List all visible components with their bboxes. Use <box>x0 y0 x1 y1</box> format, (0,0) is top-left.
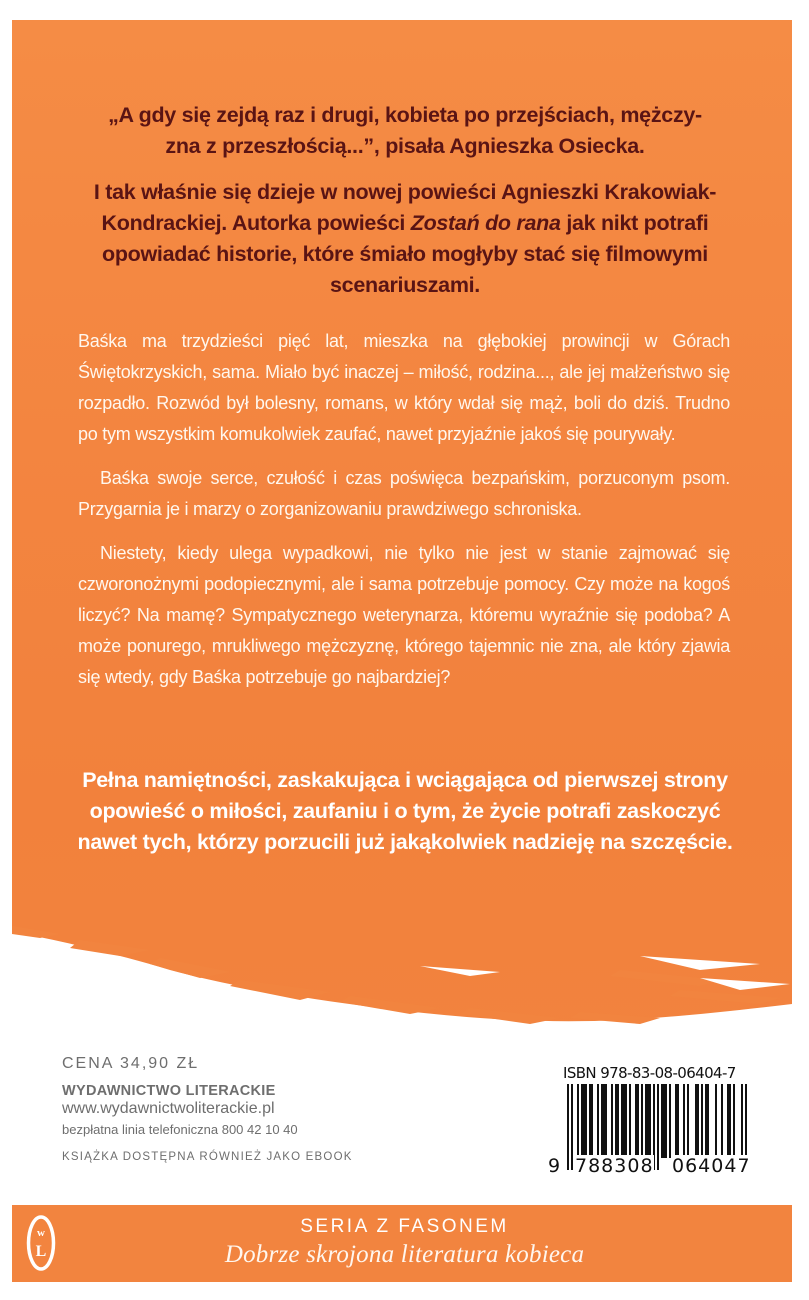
barcode-bar <box>733 1084 735 1158</box>
barcode-bar <box>657 1084 659 1170</box>
publisher-url[interactable]: www.wydawnictwoliterackie.pl <box>62 1100 275 1117</box>
barcode-bar <box>641 1084 643 1158</box>
barcode-bar <box>597 1084 599 1158</box>
isbn-label: ISBN 978-83-08-06404-7 <box>563 1064 736 1082</box>
publisher-phone: bezpłatna linia telefoniczna 800 42 10 40 <box>62 1122 298 1137</box>
svg-text:w: w <box>37 1227 45 1239</box>
book-title-reference: Zostań do rana <box>410 211 561 235</box>
barcode-bar <box>683 1084 685 1158</box>
series-subtitle: Dobrze skrojona literatura kobieca <box>224 1241 585 1268</box>
barcode-bar <box>715 1084 717 1158</box>
ean-left-digits: 788308 <box>575 1155 654 1177</box>
ean-right-digits: 064047 <box>672 1155 751 1177</box>
barcode-bar <box>589 1084 593 1158</box>
barcode-bar <box>701 1084 703 1158</box>
quote-line-2: zna z przeszłością...”, pisała Agnieszka Osiecka. <box>165 134 645 158</box>
brush-stroke-edge <box>0 900 809 1060</box>
barcode-bar <box>705 1084 709 1158</box>
blurb-paragraph-1: Baśka ma trzydzieści pięć lat, mieszka na głębokiej prowincji w Górach Świętokrzyskich, sama. Miało być inaczej – miłość, rodzina..., ale jej małżeństwo się rozpadło. Rozwód był bolesny, romans, w który wdał się mąż, boli do dziś. Trudno po tym wszystkim komukolwiek zaufać, nawet przyjaźnie jakoś się pourywały. <box>78 331 730 444</box>
barcode-bar <box>577 1084 579 1158</box>
publisher-name: WYDAWNICTWO LITERACKIE <box>62 1083 276 1099</box>
intro-paragraph <box>60 177 750 301</box>
series-title: SERIA Z FASONEM <box>300 1216 509 1237</box>
ebook-note: KSIĄŻKA DOSTĘPNA RÓWNIEŻ JAKO EBOOK <box>62 1151 353 1163</box>
barcode-bar <box>571 1084 573 1170</box>
ean-first-digit: 9 <box>548 1155 562 1177</box>
barcode-bar <box>567 1084 569 1170</box>
barcode-bar <box>661 1084 667 1158</box>
closing-tagline: Pełna namiętności, zaskakująca i wciągająca od pierwszej strony opowieść o miłości, zaufaniu i o tym, że życie potrafi zaskoczyć nawet tych, którzy porzucili już jakąkolwiek nadzieję na szczęście. <box>77 768 733 854</box>
blurb-paragraph-2: Baśka swoje serce, czułość i czas poświęca bezpańskim, porzuconym psom. Przygarnia je i marzy o zorganizowaniu prawdziwego schroniska. <box>78 468 730 519</box>
barcode-bar <box>601 1084 607 1158</box>
svg-text:L: L <box>35 1243 47 1260</box>
barcode-bar <box>581 1084 587 1158</box>
barcode-bar <box>615 1084 619 1158</box>
barcode-bar <box>695 1084 699 1158</box>
barcode-bar <box>629 1084 631 1158</box>
blurb-body <box>78 326 730 706</box>
barcode-bar <box>635 1084 639 1158</box>
blurb-paragraph-3: Niestety, kiedy ulega wypadkowi, nie tylko nie jest w stanie zajmować się czworonożnymi podopiecznymi, ale i sama potrzebuje pomocy. Czy może na kogoś liczyć? Na mamę? Sympatycznego weterynarza, któremu wyraźnie się podoba? A może ponurego, mrukliwego mężczyznę, którego tajemnic nie zna, ale który zjawia się wtedy, gdy Baśka potrzebuje go najbardziej? <box>78 543 730 687</box>
opening-quote <box>60 100 750 301</box>
barcode-bar <box>669 1084 671 1158</box>
quote-line-1: „A gdy się zejdą raz i drugi, kobieta po przejściach, mężczy- <box>108 103 702 127</box>
intro-text-b: jak nikt potrafi opowiadać historie, które śmiało mogłyby stać się filmowymi scenariuszami. <box>102 211 709 297</box>
publisher-info <box>62 1055 353 1163</box>
barcode-bar <box>687 1084 689 1158</box>
barcode-bar <box>721 1084 723 1158</box>
barcode-bar <box>645 1084 651 1158</box>
barcode-bar <box>621 1084 627 1158</box>
intro-text-a: I tak właśnie się dzieje w nowej powieści Agnieszki Krakowiak-Kondrackiej. Autorka powieści <box>93 180 717 235</box>
barcode-bar <box>611 1084 613 1158</box>
barcode-bar <box>675 1084 679 1158</box>
barcode-bar <box>727 1084 731 1158</box>
price: CENA 34,90 ZŁ <box>62 1055 200 1072</box>
